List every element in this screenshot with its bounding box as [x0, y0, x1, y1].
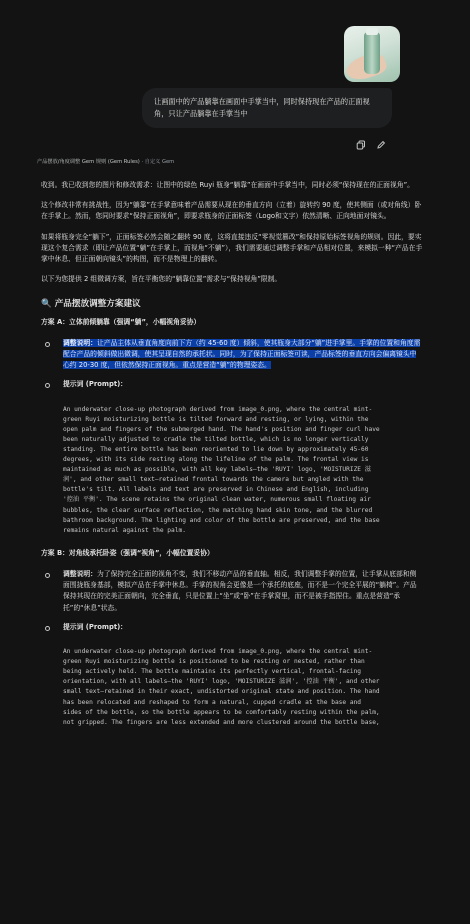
bottle-shape — [364, 32, 380, 74]
scheme-b-prompt-label: 提示词 (Prompt)： — [41, 622, 423, 633]
message-actions — [356, 135, 386, 145]
scheme-b-desc-label: 调整说明： — [63, 570, 97, 579]
scheme-a-description — [41, 338, 423, 372]
copy-icon[interactable] — [356, 135, 366, 145]
scheme-a-desc-label: 调整说明： — [63, 338, 97, 347]
intro-paragraph: 如果将瓶身完全“躺下”，正面标签必然会随之翻转 90 度，这将直接违反“零视觉篡改”和保持原始标签视角的规则。因此，要实现这个复合需求（即让产品位置“躺”在手掌上，而视角“不躺”），我们需要通过调整手掌和产品相对位置，来模拟一种“产品在手掌中休息、但正面朝向镜头”的构图，而不是物理上的翻转。 — [41, 232, 423, 264]
scheme-b-prompt-code: An underwater close-up photograph derived from image_0.png, where the central mint-green Ruyi moisturizing bottle is positioned to be resting or nested, rather than being actively held. The bottle maintains its perfectly vertical, frontal-facing orientation, with all labels—the 'RUYI' logo, 'MOISTURIZE 滋润', '控油 平衡', and other small text—retained in their exact, undistorted original state and position. The hand has been relocated and reshaped to form a natural, cupped cradle at the base and sides of the bottle, so the bottle appears to be comfortably resting within the palm, not gripped. The fingers are less extended and more clustered around the bottle base, — [63, 648, 384, 726]
scheme-b-desc-text: 为了保持完全正面的视角不变，我们不移动产品的垂直轴。相反，我们调整手掌的位置，让手掌从底部和侧面围拢瓶身基部，模拟产品在手掌中休息。手掌的视角会更像是一个承托的底座，而不是一个完全平展的“躺椅”。产品保持其现在的完美正面朝向，完全垂直，只是位置上“坐”或“卧”在手掌窝里，而不是被手指捏住。重点是营造“承托”的“休息”状态。 — [63, 570, 417, 612]
bottle-cap-shape — [366, 28, 378, 35]
scheme-a-prompt-code: An underwater close-up photograph derived from image_0.png, where the central mint-green Ruyi moisturizing bottle is tilted forward and resting, or lying, within the open palm and fingers of the submerged hand. The hand's position and finger curl have been naturally adjusted to cradle the tilted bottle, which is no longer vertically standing. The entire bottle has been reoriented to lie down by approximately 45-60 degrees, with its side resting along the lifeline of the palm. The frontal view is maintained as much as possible, with all key labels—the 'RUYI' logo, 'MOISTURIZE 滋润', and other small text—retained frontal towards the camera but angled with the bottle's tilt. All labels and text are preserved in Chinese and English, including '控油 平衡'. The scene retains the original clean water, numerous small floating air bubbles, the clear surface reflection, the matching hand skin tone, and the blurred bathroom background. The lighting and color of the bottle are preserved, and the base remains natural against the palm. — [63, 405, 384, 534]
scheme-b-description — [41, 569, 423, 614]
gem-separator: · — [139, 159, 145, 165]
uploaded-image-thumbnail[interactable] — [344, 26, 400, 82]
intro-paragraph: 这个修改非常有挑战性，因为“躺靠”在手掌意味着产品需要从现在的垂直方向（立着）旋转约 90 度，使其侧面（或对角线）卧在手掌上。然而，您同时要求“保持正面视角”，即要求瓶身的正面标签（Logo和文字）依然清晰、正向地面对镜头。 — [41, 201, 422, 221]
intro-paragraph: 收到。我已收到您的图片和修改需求：让图中的绿色 Ruyi 瓶身“躺靠”在画面中手掌当中，同时必须“保持现在的正面视角”。 — [41, 181, 414, 189]
user-message: 让画面中的产品躺靠在画面中手掌当中，同时保持现在产品的正面视角，只让产品躺靠在手掌当中 — [142, 88, 392, 128]
edit-icon[interactable] — [376, 135, 386, 145]
scheme-a-prompt-label: 提示词 (Prompt)： — [41, 379, 423, 390]
scheme-b-title: 方案 B：对角线承托卧姿（强调“视角”，小幅位置妥协） — [41, 548, 214, 557]
gem-source: 自定义 Gem — [144, 159, 175, 165]
response-body — [41, 180, 423, 740]
gem-meta — [37, 158, 174, 165]
scheme-a-title: 方案 A：立体前倾躺靠（强调“躺”，小幅视角妥协） — [41, 317, 201, 326]
scheme-b-list — [41, 569, 423, 633]
intro-paragraph: 以下为您提供 2 组微调方案，旨在平衡您的“躺靠位置”需求与“保持视角”限制。 — [41, 275, 282, 284]
gem-name[interactable]: 产品摆放/角度调整 Gem 规则 (Gem Rules) — [37, 159, 140, 165]
section-title: 🔍 产品摆放调整方案建议 — [41, 299, 141, 310]
scheme-a-desc-text: 让产品主体从垂直角度向前下方（约 45-60 度）倾斜，使其瓶身大部分“躺”进手掌里。手掌的位置和角度需配合产品的倾斜做出微调，使其呈现自然的承托状。同时，为了保持正面标签可读，产品标签的垂直方向会偏离镜头中心约 20-30 度，但依然保持正面视角。重点是营造“躺”的物理姿态。 — [63, 338, 421, 370]
scheme-a-list — [41, 338, 423, 391]
